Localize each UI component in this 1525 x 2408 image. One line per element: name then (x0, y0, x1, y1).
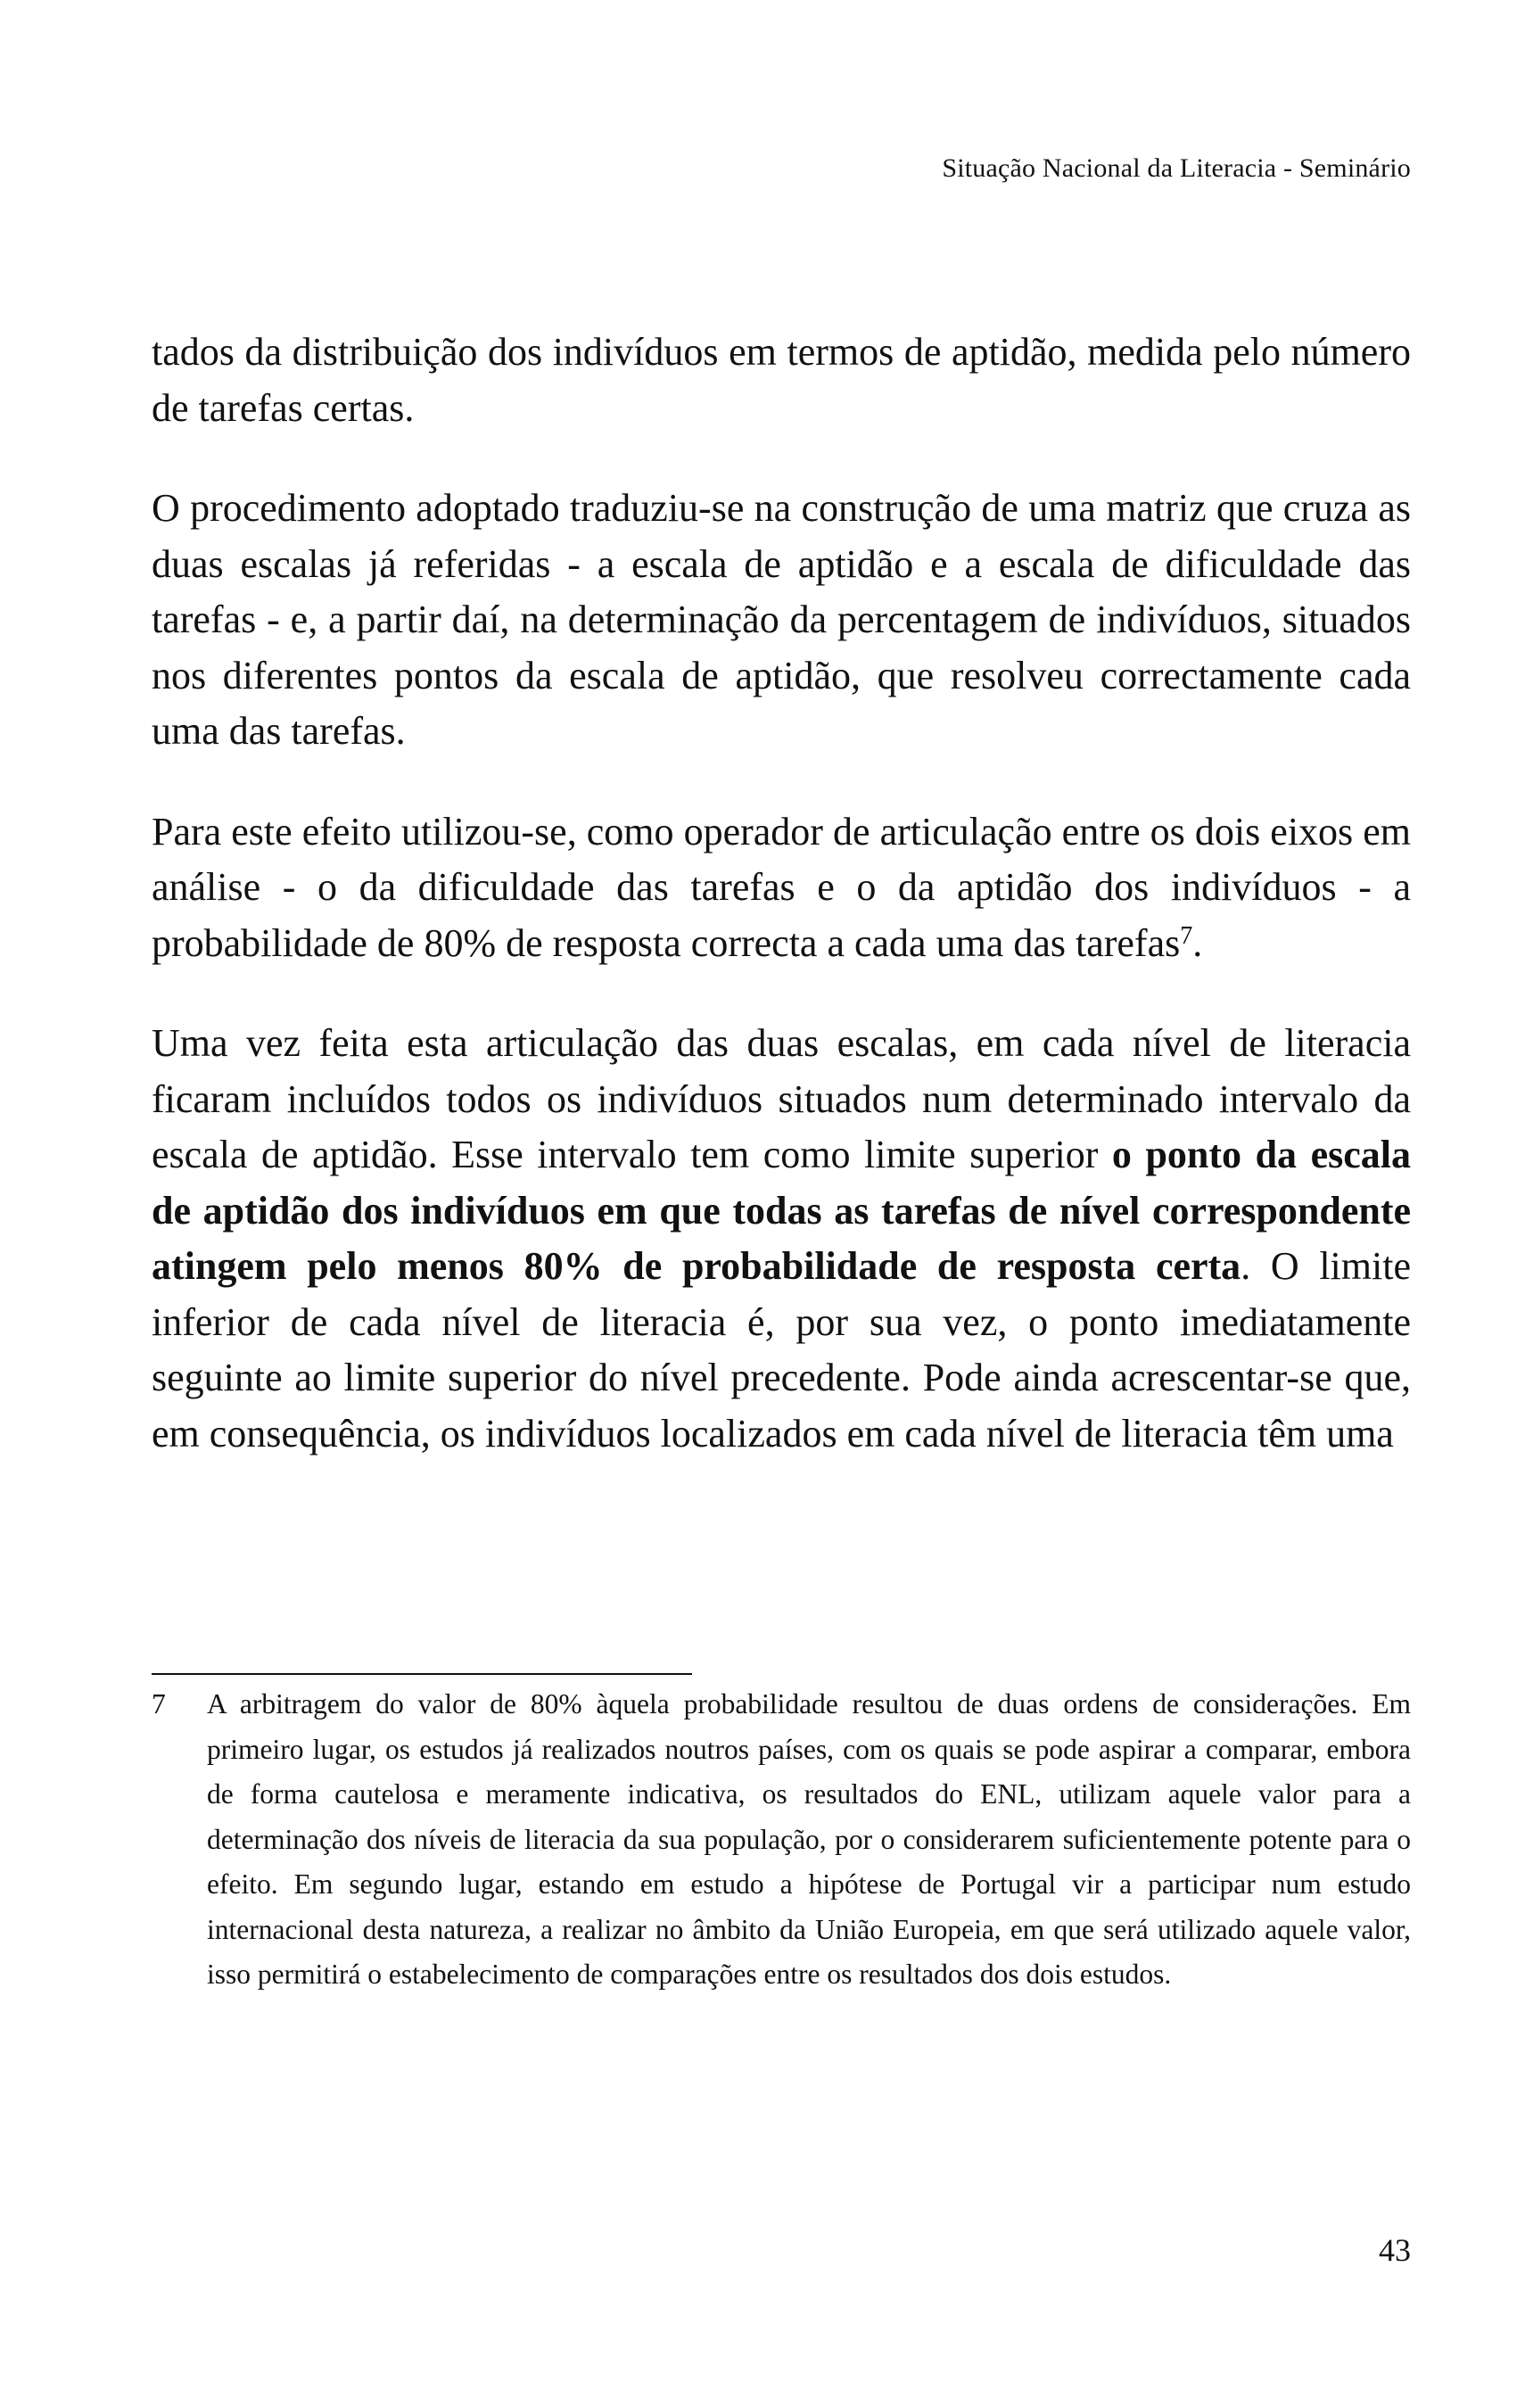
running-header: Situação Nacional da Literacia - Seminário (942, 153, 1411, 183)
footnote (152, 1682, 1411, 1998)
paragraph-1: tados da distribuição dos indivíduos em termos de aptidão, medida pelo número de tarefas certas. (152, 330, 1411, 430)
footnote-text: A arbitragem do valor de 80% àquela probabilidade resultou de duas ordens de considerações. Em primeiro lugar, os estudos já realizados noutros países, com os quais se pode aspirar a comparar, embora de forma cautelosa e meramente indicativa, os resultados do ENL, utilizam aquele valor para a determinação dos níveis de literacia da sua população, por o considerarem suficientemente potente para o efeito. Em segundo lugar, estando em estudo a hipótese de Portugal vir a participar num estudo internacional desta natureza, a realizar no âmbito da União Europeia, em que será utilizado aquele valor, isso permitirá o estabelecimento de comparações entre os resultados dos dois estudos. (207, 1688, 1411, 1990)
page-number: 43 (1379, 2232, 1411, 2268)
paragraph-3-end: . (1192, 920, 1203, 965)
paragraph-4-start: Uma vez feita esta articulação das duas escalas, em cada nível de literacia ficaram incluídos todos os indivíduos situados num determinado intervalo da escala de aptidão. Esse intervalo tem como limite superior (152, 1021, 1411, 1176)
footnote-reference[interactable]: 7 (1180, 921, 1193, 950)
paragraph-2: O procedimento adoptado traduziu-se na construção de uma matriz que cruza as duas escalas já referidas - a escala de aptidão e a escala de dificuldade das tarefas - e, a partir daí, na determinação da percentagem de indivíduos, situados nos diferentes pontos da escala de aptidão, que resolveu correctamente cada uma das tarefas. (152, 486, 1411, 753)
paragraph-4 (152, 1016, 1411, 1462)
body-text (152, 325, 1411, 1506)
paragraph-3-text: Para este efeito utilizou-se, como operador de articulação entre os dois eixos em análise - o da dificuldade das tarefas e o da aptidão dos indivíduos - a probabilidade de 80% de resposta correcta a cada uma das tarefas (152, 809, 1411, 965)
paragraph-4-end: . O limite inferior de cada nível de literacia é, por sua vez, o ponto imediatamente seguinte ao limite superior do nível precedente. Pode ainda acrescentar-se que, em consequência, os indivíduos localizados em cada nível de literacia têm uma (152, 1244, 1411, 1456)
footnote-divider (152, 1673, 692, 1675)
paragraph-4-emphasis: o ponto da escala de aptidão dos indivíduos em que todas as tarefas de nível correspondente atingem pelo menos 80% de probabilidade de resposta certa (152, 1133, 1411, 1288)
paragraph-3 (152, 804, 1411, 972)
footnote-number: 7 (152, 1688, 166, 1719)
